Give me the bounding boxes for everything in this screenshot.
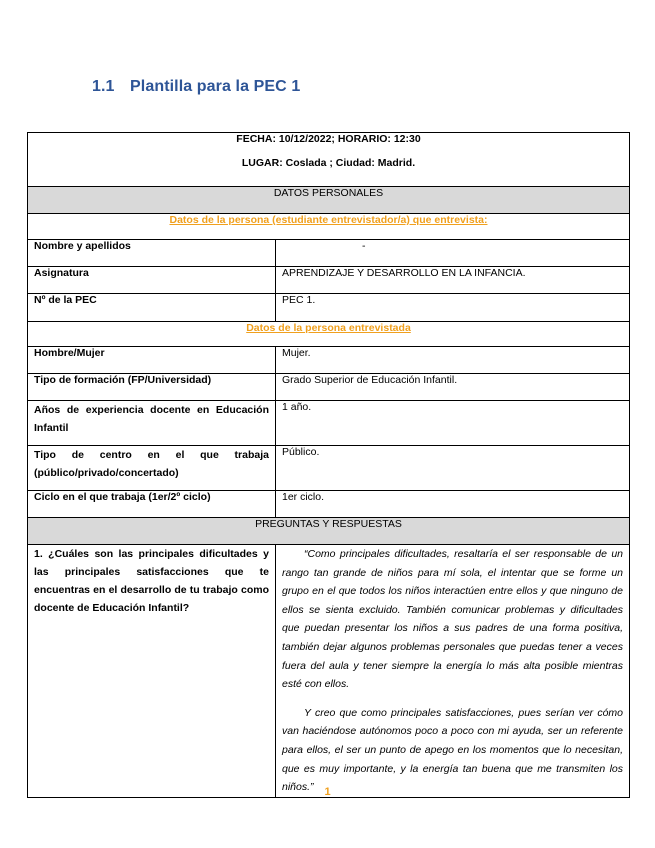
header-cell (28, 133, 630, 187)
row-label: Ciclo en el que trabaja (1er/2º ciclo) (28, 491, 276, 518)
personal-section-row (28, 187, 630, 214)
answer-cell (276, 545, 630, 798)
name-value: - (362, 240, 366, 252)
qa-section-row (28, 518, 630, 545)
section-title: Plantilla para la PEC 1 (130, 78, 301, 95)
place-line: LUGAR: Coslada ; Ciudad: Madrid. (241, 157, 416, 169)
row-label: Hombre/Mujer (28, 347, 276, 374)
row-label: Tipo de formación (FP/Universidad) (28, 374, 276, 401)
interviewer-title: Datos de la persona (estudiante entrevistador/a) que entrevista: (28, 214, 630, 240)
row-value: 1er ciclo. (276, 491, 630, 518)
row-value: 1 año. (276, 401, 630, 446)
row-value: Público. (276, 446, 630, 491)
section-heading (92, 78, 300, 96)
table-row (28, 347, 630, 374)
row-label: Nombre y apellidos (28, 240, 276, 267)
date-line: FECHA: 10/12/2022; HORARIO: 12:30 (236, 133, 421, 145)
pec-template-table (27, 132, 630, 798)
interviewee-title-row (28, 322, 630, 347)
answer-paragraph: “Como principales dificultades, resaltaría el ser responsable de un rango tan grande de niños para mí sola, el intentar que se forme un grupo en el que todos los niños interactúen entre ellos y que ninguno de ellos se sienta excluido. También comunicar problemas y dificultades que puedan presentar los niños a sus padres de una forma positiva, también dejar algunos problemas personales que puedas tener a veces fuera del aula y tener siempre la energía lo más alta posible mientras esté con ellos. (282, 548, 623, 691)
table-row (28, 267, 630, 294)
interviewee-title: Datos de la persona entrevistada (28, 322, 630, 347)
table-row (28, 491, 630, 518)
qa-row (28, 545, 630, 798)
table-row (28, 401, 630, 446)
row-label: Tipo de centro en el que trabaja (público/privado/concertado) (28, 446, 276, 491)
row-label: Nº de la PEC (28, 294, 276, 322)
table-row (28, 374, 630, 401)
header-row (28, 133, 630, 187)
table-row (28, 446, 630, 491)
personal-section-title: DATOS PERSONALES (28, 187, 630, 214)
interviewer-title-row (28, 214, 630, 240)
row-value (276, 240, 630, 267)
row-label: Asignatura (28, 267, 276, 294)
page-number: 1 (324, 786, 331, 798)
answer-paragraph: Y creo que como principales satisfacciones, pues serían ver cómo van haciéndose autónomos poco a poco con mi ayuda, ser un referente para ellos, el ser un punto de apego en los momentos que lo necesitan, que es muy importante, y la energía tan buena que me transmiten los niños.” (282, 706, 623, 794)
row-label: Años de experiencia docente en Educación Infantil (28, 401, 276, 446)
table-row (28, 240, 630, 267)
section-number: 1.1 (92, 78, 115, 95)
row-value: PEC 1. (276, 294, 630, 322)
question-cell: 1. ¿Cuáles son las principales dificultades y las principales satisfacciones que te encuentras en el desarrollo de tu trabajo como docente de Educación Infantil? (28, 545, 276, 798)
row-value: APRENDIZAJE Y DESARROLLO EN LA INFANCIA. (276, 267, 630, 294)
row-value: Grado Superior de Educación Infantil. (276, 374, 630, 401)
qa-section-title: PREGUNTAS Y RESPUESTAS (28, 518, 630, 545)
table-row (28, 294, 630, 322)
row-value: Mujer. (276, 347, 630, 374)
